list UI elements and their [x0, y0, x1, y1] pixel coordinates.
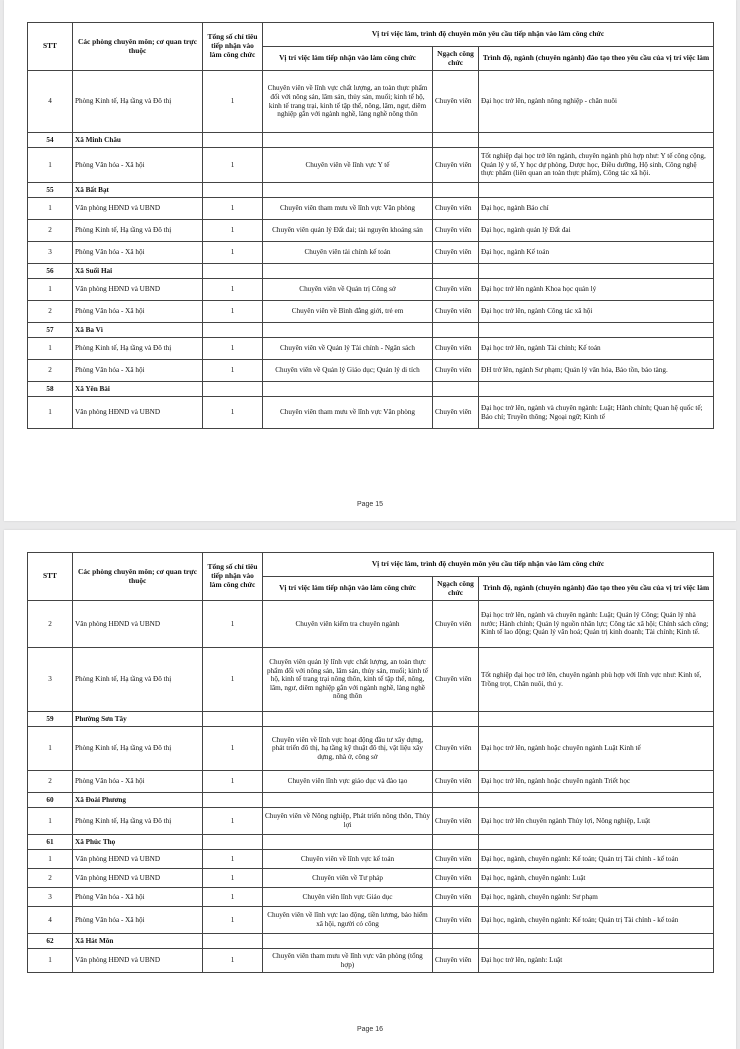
header-qualification: Trình độ, ngành (chuyên ngành) đào tạo theo yêu cầu của vị trí việc làm [479, 577, 714, 601]
cell-department: Văn phòng HĐND và UBND [73, 850, 203, 869]
cell-total: 1 [203, 242, 263, 264]
cell-stt: 1 [28, 338, 73, 360]
cell-stt: 2 [28, 771, 73, 793]
header-stt: STT [28, 23, 73, 71]
cell-department: Phòng Văn hóa - Xã hội [73, 242, 203, 264]
table-row [28, 338, 714, 360]
cell-stt: 4 [28, 907, 73, 934]
table-row [28, 242, 714, 264]
cell-total: 1 [203, 601, 263, 648]
cell-qualification: Đại học trở lên, ngành hoặc chuyên ngành Luật Kinh tế [479, 727, 714, 771]
section-name: Phường Sơn Tây [73, 712, 203, 727]
cell-grade: Chuyên viên [433, 360, 479, 382]
cell-qualification: Đại học trở lên, ngành và chuyên ngành: Luật; Quản lý Công; Quản lý nhà nước; Hành chính; Quản lý nguồn nhân lực; Công tác xã hội; Chính sách công; Kinh tế lao động; Quản lý văn hoá; Quản trị kinh doanh; Tài chính; Kinh tế. [479, 601, 714, 648]
cell-total: 1 [203, 71, 263, 133]
cell-total: 1 [203, 808, 263, 835]
table-row [28, 71, 714, 133]
section-name: Xã Hát Môn [73, 934, 203, 949]
cell-stt: 3 [28, 242, 73, 264]
cell-grade: Chuyên viên [433, 808, 479, 835]
table-row [28, 220, 714, 242]
cell-grade: Chuyên viên [433, 338, 479, 360]
section-number: 61 [28, 835, 73, 850]
section-name: Xã Yên Bài [73, 382, 203, 397]
cell-stt: 2 [28, 360, 73, 382]
cell-total: 1 [203, 198, 263, 220]
section-row [28, 712, 714, 727]
cell-stt: 4 [28, 71, 73, 133]
cell-qualification: Đại học, ngành, chuyên ngành: Sư phạm [479, 888, 714, 907]
cell-total: 1 [203, 869, 263, 888]
cell-qualification: Đại học trở lên, ngành Tài chính; Kế toán [479, 338, 714, 360]
empty-cell [263, 183, 433, 198]
cell-total: 1 [203, 727, 263, 771]
empty-cell [433, 183, 479, 198]
cell-position: Chuyên viên lĩnh vực Giáo dục [263, 888, 433, 907]
section-name: Xã Minh Châu [73, 133, 203, 148]
cell-stt: 1 [28, 727, 73, 771]
empty-cell [433, 264, 479, 279]
cell-position: Chuyên viên về lĩnh vực kế toán [263, 850, 433, 869]
empty-cell [203, 133, 263, 148]
empty-cell [203, 934, 263, 949]
section-name: Xã Ba Vì [73, 323, 203, 338]
cell-stt: 2 [28, 601, 73, 648]
section-name: Xã Phúc Thọ [73, 835, 203, 850]
cell-total: 1 [203, 888, 263, 907]
cell-stt: 2 [28, 220, 73, 242]
cell-department: Văn phòng HĐND và UBND [73, 869, 203, 888]
empty-cell [263, 133, 433, 148]
section-name: Xã Bất Bạt [73, 183, 203, 198]
cell-department: Phòng Kinh tế, Hạ tầng và Đô thị [73, 71, 203, 133]
cell-position: Chuyên viên về Nông nghiệp, Phát triển nông thôn, Thủy lợi [263, 808, 433, 835]
empty-cell [433, 712, 479, 727]
cell-grade: Chuyên viên [433, 301, 479, 323]
cell-total: 1 [203, 338, 263, 360]
page-number: Page 15 [356, 501, 384, 508]
cell-department: Phòng Kinh tế, Hạ tầng và Đô thị [73, 220, 203, 242]
cell-department: Văn phòng HĐND và UBND [73, 279, 203, 301]
table-body [28, 71, 714, 429]
section-number: 54 [28, 133, 73, 148]
cell-qualification: Tốt nghiệp đại học trở lên, chuyên ngành phù hợp với lĩnh vực như: Kinh tế, Trồng trọt, Chăn nuôi, thú y. [479, 648, 714, 712]
cell-qualification: Đại học, ngành, chuyên ngành: Kế toán; Quản trị Tài chính - kế toán [479, 907, 714, 934]
recruitment-table [27, 552, 714, 973]
empty-cell [433, 133, 479, 148]
section-name: Xã Đoài Phương [73, 793, 203, 808]
header-department: Các phòng chuyên môn; cơ quan trực thuộc [73, 553, 203, 601]
cell-department: Văn phòng HĐND và UBND [73, 198, 203, 220]
cell-stt: 1 [28, 148, 73, 183]
table-row [28, 148, 714, 183]
cell-position: Chuyên viên quản lý Đất đai; tài nguyên khoáng sản [263, 220, 433, 242]
cell-qualification: Đại học, ngành Báo chí [479, 198, 714, 220]
section-row [28, 793, 714, 808]
cell-stt: 1 [28, 850, 73, 869]
table-row [28, 279, 714, 301]
table-row [28, 397, 714, 429]
cell-department: Phòng Văn hóa - Xã hội [73, 888, 203, 907]
empty-cell [203, 382, 263, 397]
cell-grade: Chuyên viên [433, 601, 479, 648]
section-name: Xã Suối Hai [73, 264, 203, 279]
cell-position: Chuyên viên tham mưu về lĩnh vực văn phòng (tổng hợp) [263, 949, 433, 973]
empty-cell [203, 264, 263, 279]
header-group: Vị trí việc làm, trình độ chuyên môn yêu cầu tiếp nhận vào làm công chức [263, 553, 714, 577]
cell-grade: Chuyên viên [433, 279, 479, 301]
cell-qualification: Đại học trở lên chuyên ngành Thủy lợi, Nông nghiệp, Luật [479, 808, 714, 835]
cell-total: 1 [203, 360, 263, 382]
empty-cell [263, 382, 433, 397]
table-row [28, 771, 714, 793]
cell-stt: 2 [28, 301, 73, 323]
table-row [28, 601, 714, 648]
cell-qualification: ĐH trở lên, ngành Sư phạm; Quản lý văn hóa, Bảo tồn, bảo tàng. [479, 360, 714, 382]
cell-department: Văn phòng HĐND và UBND [73, 397, 203, 429]
table-row [28, 888, 714, 907]
cell-qualification: Tốt nghiệp đại học trở lên ngành, chuyên ngành phù hợp như: Y tế công cộng, Quản lý y tế, Y học dự phòng, Dược học, Điều dưỡng, Hộ sinh, Công nghệ thực phẩm (liên quan an toàn thực phẩm), Công tác xã hội. [479, 148, 714, 183]
cell-total: 1 [203, 279, 263, 301]
table-row [28, 360, 714, 382]
cell-grade: Chuyên viên [433, 220, 479, 242]
empty-cell [479, 793, 714, 808]
cell-grade: Chuyên viên [433, 727, 479, 771]
cell-department: Văn phòng HĐND và UBND [73, 601, 203, 648]
empty-cell [433, 323, 479, 338]
cell-qualification: Đại học trở lên, ngành nông nghiệp - chăn nuôi [479, 71, 714, 133]
empty-cell [263, 264, 433, 279]
cell-total: 1 [203, 301, 263, 323]
table-body [28, 601, 714, 973]
section-number: 60 [28, 793, 73, 808]
cell-position: Chuyên viên về lĩnh vực lao động, tiền lương, bảo hiểm xã hội, người có công [263, 907, 433, 934]
cell-grade: Chuyên viên [433, 850, 479, 869]
cell-department: Phòng Kinh tế, Hạ tầng và Đô thị [73, 808, 203, 835]
cell-position: Chuyên viên về Bình đẳng giới, trẻ em [263, 301, 433, 323]
recruitment-table [27, 22, 714, 429]
section-number: 55 [28, 183, 73, 198]
cell-qualification: Đại học trở lên ngành Khoa học quản lý [479, 279, 714, 301]
cell-stt: 1 [28, 808, 73, 835]
section-number: 62 [28, 934, 73, 949]
cell-stt: 2 [28, 869, 73, 888]
cell-stt: 3 [28, 888, 73, 907]
cell-total: 1 [203, 850, 263, 869]
table-row [28, 301, 714, 323]
empty-cell [263, 934, 433, 949]
cell-position: Chuyên viên tham mưu về lĩnh vực Văn phòng [263, 397, 433, 429]
cell-stt: 1 [28, 279, 73, 301]
section-number: 59 [28, 712, 73, 727]
cell-total: 1 [203, 220, 263, 242]
section-row [28, 323, 714, 338]
cell-qualification: Đại học, ngành Kế toán [479, 242, 714, 264]
section-row [28, 183, 714, 198]
cell-total: 1 [203, 148, 263, 183]
header-group: Vị trí việc làm, trình độ chuyên môn yêu cầu tiếp nhận vào làm công chức [263, 23, 714, 47]
cell-position: Chuyên viên quản lý lĩnh vực chất lượng, an toàn thực phẩm đối với nông sản, lâm sản, thủy sản, muối; kinh tế hộ, kinh tế trang trại nông thôn, kinh tế tập thể, nông, lâm, ngư, diêm nghiệp gắn với ngành nghề, làng nghề nông thôn [263, 648, 433, 712]
header-total: Tổng số chỉ tiêu tiếp nhận vào làm công chức [203, 23, 263, 71]
cell-total: 1 [203, 907, 263, 934]
cell-grade: Chuyên viên [433, 949, 479, 973]
section-row [28, 835, 714, 850]
empty-cell [479, 264, 714, 279]
cell-qualification: Đại học trở lên, ngành Công tác xã hội [479, 301, 714, 323]
cell-stt: 1 [28, 397, 73, 429]
header-total: Tổng số chỉ tiêu tiếp nhận vào làm công chức [203, 553, 263, 601]
header-position: Vị trí việc làm tiếp nhận vào làm công chức [263, 47, 433, 71]
table-row [28, 727, 714, 771]
empty-cell [203, 712, 263, 727]
cell-position: Chuyên viên kiểm tra chuyên ngành [263, 601, 433, 648]
empty-cell [433, 382, 479, 397]
section-row [28, 133, 714, 148]
empty-cell [263, 835, 433, 850]
table-row [28, 949, 714, 973]
cell-qualification: Đại học trở lên, ngành: Luật [479, 949, 714, 973]
empty-cell [433, 793, 479, 808]
cell-position: Chuyên viên về lĩnh vực Y tế [263, 148, 433, 183]
cell-grade: Chuyên viên [433, 198, 479, 220]
cell-department: Phòng Văn hóa - Xã hội [73, 148, 203, 183]
cell-position: Chuyên viên tham mưu về lĩnh vực Văn phòng [263, 198, 433, 220]
cell-grade: Chuyên viên [433, 888, 479, 907]
table-row [28, 648, 714, 712]
cell-position: Chuyên viên về Quản lý Giáo dục; Quản lý di tích [263, 360, 433, 382]
empty-cell [263, 793, 433, 808]
cell-department: Phòng Văn hóa - Xã hội [73, 301, 203, 323]
cell-position: Chuyên viên tài chính kế toán [263, 242, 433, 264]
empty-cell [479, 382, 714, 397]
document-page-15 [4, 0, 736, 521]
section-number: 56 [28, 264, 73, 279]
cell-department: Văn phòng HĐND và UBND [73, 949, 203, 973]
cell-total: 1 [203, 771, 263, 793]
cell-department: Phòng Văn hóa - Xã hội [73, 907, 203, 934]
cell-stt: 1 [28, 198, 73, 220]
cell-grade: Chuyên viên [433, 148, 479, 183]
table-row [28, 907, 714, 934]
cell-total: 1 [203, 648, 263, 712]
header-grade: Ngạch công chức [433, 577, 479, 601]
empty-cell [479, 934, 714, 949]
section-number: 58 [28, 382, 73, 397]
document-page-16 [4, 530, 736, 1049]
cell-department: Phòng Kinh tế, Hạ tầng và Đô thị [73, 338, 203, 360]
cell-position: Chuyên viên về lĩnh vực hoạt động đầu tư xây dựng, phát triển đô thị, hạ tầng kỹ thuật đô thị, vật liệu xây dựng, nhà ở, công sở [263, 727, 433, 771]
cell-qualification: Đại học trở lên, ngành hoặc chuyên ngành Triết học [479, 771, 714, 793]
empty-cell [479, 133, 714, 148]
header-qualification: Trình độ, ngành (chuyên ngành) đào tạo theo yêu cầu của vị trí việc làm [479, 47, 714, 71]
cell-grade: Chuyên viên [433, 907, 479, 934]
cell-position: Chuyên viên lĩnh vực giáo dục và đào tạo [263, 771, 433, 793]
empty-cell [263, 712, 433, 727]
header-position: Vị trí việc làm tiếp nhận vào làm công chức [263, 577, 433, 601]
cell-total: 1 [203, 949, 263, 973]
empty-cell [479, 323, 714, 338]
table-row [28, 198, 714, 220]
empty-cell [479, 712, 714, 727]
empty-cell [263, 323, 433, 338]
table-row [28, 850, 714, 869]
empty-cell [433, 835, 479, 850]
cell-grade: Chuyên viên [433, 648, 479, 712]
header-department: Các phòng chuyên môn; cơ quan trực thuộc [73, 23, 203, 71]
header-stt: STT [28, 553, 73, 601]
table-row [28, 869, 714, 888]
cell-qualification: Đại học trở lên, ngành và chuyên ngành: Luật; Hành chính; Quan hệ quốc tế; Báo chí; Truyền thông; Ngoại ngữ; Kinh tế [479, 397, 714, 429]
cell-total: 1 [203, 397, 263, 429]
header-grade: Ngạch công chức [433, 47, 479, 71]
section-row [28, 264, 714, 279]
cell-grade: Chuyên viên [433, 71, 479, 133]
cell-department: Phòng Văn hóa - Xã hội [73, 771, 203, 793]
empty-cell [433, 934, 479, 949]
cell-department: Phòng Kinh tế, Hạ tầng và Đô thị [73, 727, 203, 771]
cell-department: Phòng Văn hóa - Xã hội [73, 360, 203, 382]
cell-position: Chuyên viên về Quản lý Tài chính - Ngân sách [263, 338, 433, 360]
empty-cell [203, 835, 263, 850]
cell-stt: 1 [28, 949, 73, 973]
empty-cell [203, 323, 263, 338]
empty-cell [203, 793, 263, 808]
cell-grade: Chuyên viên [433, 397, 479, 429]
cell-stt: 3 [28, 648, 73, 712]
cell-department: Phòng Kinh tế, Hạ tầng và Đô thị [73, 648, 203, 712]
cell-grade: Chuyên viên [433, 869, 479, 888]
cell-qualification: Đại học, ngành, chuyên ngành: Kế toán; Quản trị Tài chính - kế toán [479, 850, 714, 869]
cell-position: Chuyên viên về lĩnh vực chất lượng, an toàn thực phẩm đối với nông sản, lâm sản, thủy sản, muối; kinh tế hộ, kinh tế trang trại, kinh tế tập thể, nông, lâm, ngư, diêm nghiệp gắn với ngành nghề, làng nghề nông thôn [263, 71, 433, 133]
table-row [28, 808, 714, 835]
cell-qualification: Đại học, ngành quản lý Đất đai [479, 220, 714, 242]
empty-cell [203, 183, 263, 198]
cell-position: Chuyên viên về Tư pháp [263, 869, 433, 888]
section-row [28, 934, 714, 949]
cell-qualification: Đại học, ngành, chuyên ngành: Luật [479, 869, 714, 888]
page-number: Page 16 [356, 1026, 384, 1033]
cell-position: Chuyên viên về Quản trị Công sở [263, 279, 433, 301]
empty-cell [479, 835, 714, 850]
section-row [28, 382, 714, 397]
section-number: 57 [28, 323, 73, 338]
cell-grade: Chuyên viên [433, 242, 479, 264]
cell-grade: Chuyên viên [433, 771, 479, 793]
empty-cell [479, 183, 714, 198]
